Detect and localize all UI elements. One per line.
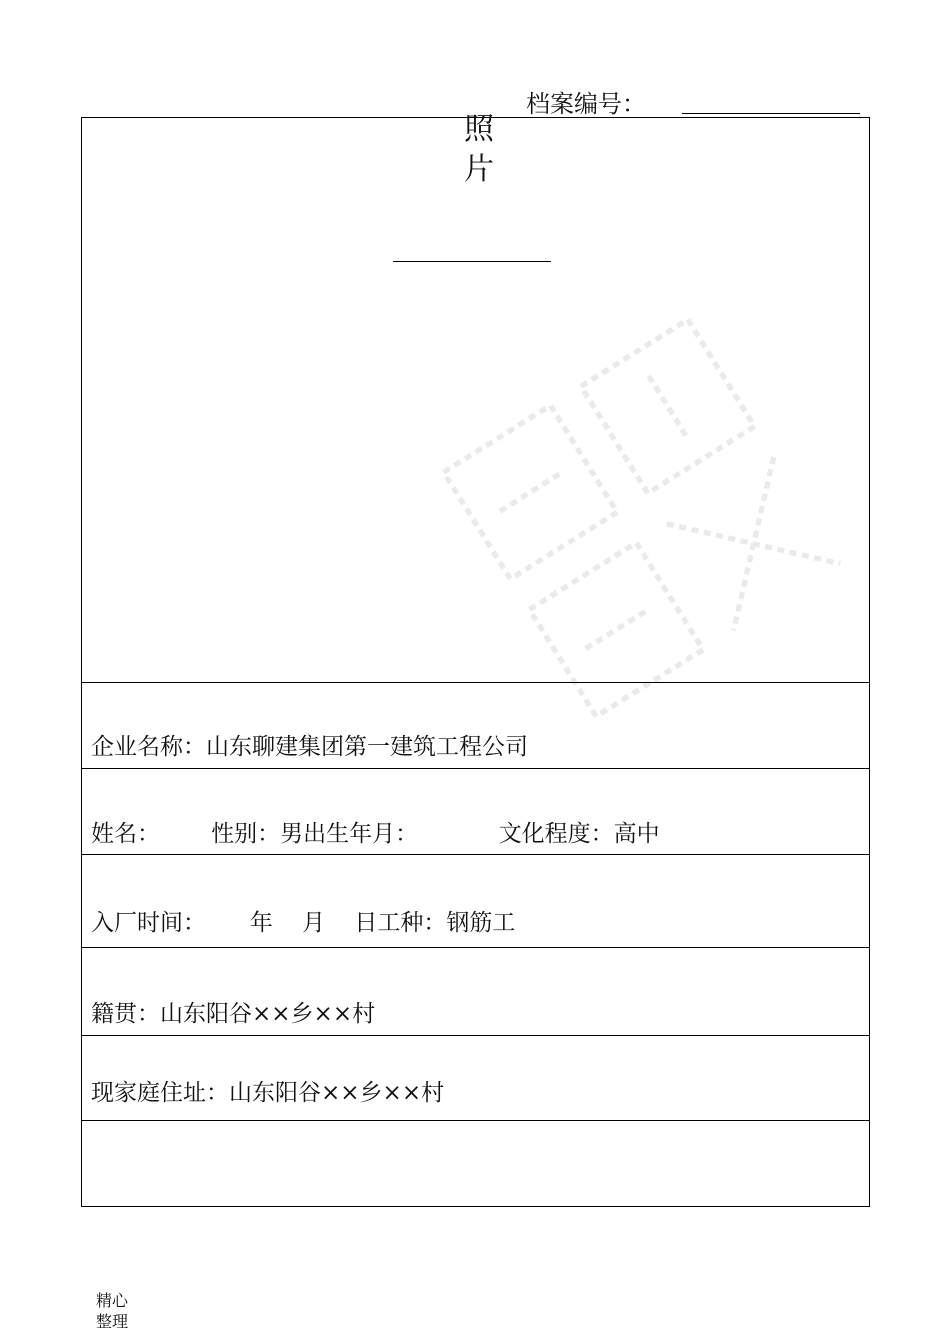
photo-area — [82, 112, 869, 683]
archive-number-label: 档案编号： — [526, 90, 646, 118]
footer-line-2: 整理 — [96, 1312, 129, 1331]
company-name-text: 企业名称：山东聊建集团第一建筑工程公司 — [91, 734, 528, 760]
photo-label-char-1: 照 — [464, 112, 494, 147]
personal-info-text: 姓名： 性别：男出生年月： 文化程度：高中 — [91, 821, 660, 847]
entry-date-text: 入厂时间： 年 月 日工种：钢筋工 — [91, 910, 516, 936]
row-entry-date — [82, 855, 869, 948]
native-place-text: 籍贯：山东阳谷××乡××村 — [91, 1001, 376, 1027]
archive-number-blank — [682, 113, 860, 114]
row-home-address — [82, 1036, 869, 1121]
photo-label — [459, 110, 499, 190]
photo-underline — [393, 261, 551, 262]
photo-label-char-2: 片 — [464, 152, 494, 187]
row-native-place — [82, 948, 869, 1036]
row-personal-info — [82, 769, 869, 855]
row-company — [82, 683, 869, 769]
row-empty — [82, 1121, 869, 1206]
registration-form — [81, 112, 870, 1207]
home-address-text: 现家庭住址：山东阳谷××乡××村 — [91, 1080, 445, 1106]
footer-note — [96, 1290, 128, 1332]
footer-line-1: 精心 — [96, 1291, 129, 1310]
